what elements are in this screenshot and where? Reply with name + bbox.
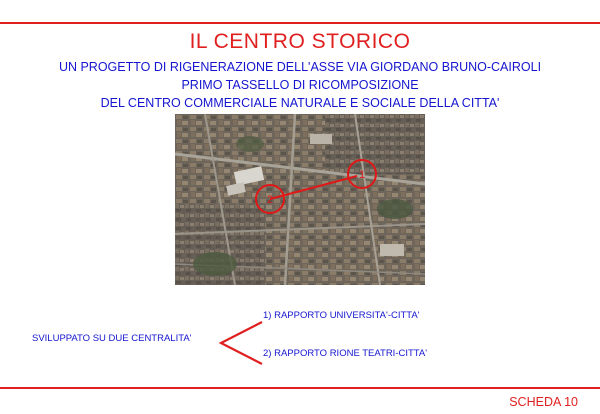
marker-label-2: 2: [266, 194, 274, 206]
aerial-map-image: [175, 114, 425, 285]
branch-item-2: 2) RAPPORTO RIONE TEATRI-CITTA': [263, 348, 428, 359]
branch-item-1: 1) RAPPORTO UNIVERSITA'-CITTA': [263, 310, 420, 321]
centralities-label: SVILUPPATO SU DUE CENTRALITA': [32, 333, 192, 344]
sheet-number: SCHEDA 10: [509, 395, 578, 409]
bottom-divider: [0, 387, 600, 389]
page-title: IL CENTRO STORICO: [189, 30, 411, 53]
top-divider: [0, 22, 600, 24]
subtitle-line-1: UN PROGETTO DI RIGENERAZIONE DELL'ASSE VIA GIORDANO BRUNO-CAIROLI: [58, 60, 542, 74]
marker-label-1: 1: [358, 169, 366, 181]
branch-chevron-icon: [218, 319, 264, 367]
subtitle-line-2: PRIMO TASSELLO DI RICOMPOSIZIONE: [181, 78, 419, 92]
subtitle-line-3: DEL CENTRO COMMERCIALE NATURALE E SOCIALE DELLA CITTA': [100, 96, 500, 110]
